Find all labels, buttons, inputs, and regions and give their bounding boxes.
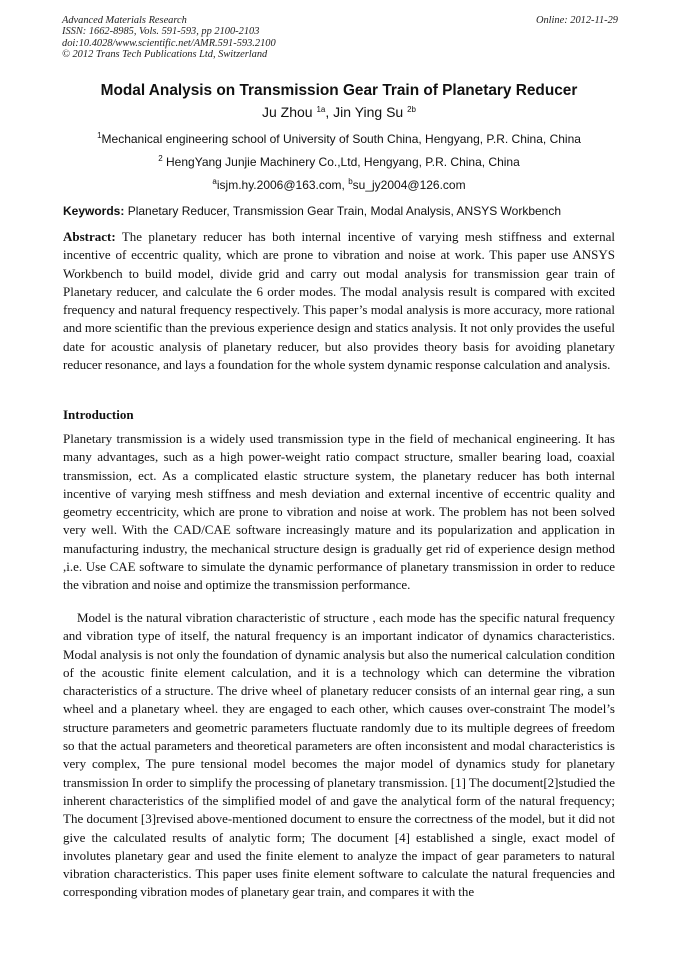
email-a-sup: a [212, 177, 217, 186]
author-1: Ju Zhou [261, 104, 313, 120]
abstract [63, 228, 615, 374]
journal-name: Advanced Materials Research [62, 15, 187, 26]
issn-line: ISSN: 1662-8985, Vols. 591-593, pp 2100-2103 [62, 26, 260, 38]
doi-line: doi:10.4028/www.scientific.net/AMR.591-593.2100 [62, 37, 276, 49]
affiliation-2-text: HengYang Junjie Machinery Co.,Ltd, Hengyang, P.R. China, China [166, 155, 520, 169]
online-date: Online: 2012-11-29 [535, 15, 618, 26]
affiliation-1-text: Mechanical engineering school of University of South China, Hengyang, P.R. China, China [101, 132, 581, 146]
author-line [40, 103, 638, 122]
journal-header [62, 15, 618, 60]
author-1-sup: 1a [316, 105, 326, 114]
keywords-label: Keywords: [63, 204, 125, 218]
abstract-label: Abstract: [63, 229, 116, 244]
affiliation-2 [40, 155, 638, 170]
affiliation-2-sup: 2 [158, 154, 163, 163]
author-separator: , [325, 104, 330, 120]
email-b-sup: b [348, 177, 353, 186]
intro-paragraph-1: Planetary transmission is a widely used transmission type in the field of mechanical engineering. It has many advantages, such as a high power-weight ratio compact structure, smaller bearing load, coaxial transmission, ect. As a complicated elastic structure system, the planetary reducer has both internal incentive of varying mesh stiffness and mesh deviation and external incentive of eccentric quality and geometry eccentricity, which are prone to vibration and noise at work. The problem has not been solved very well. With the CAD/CAE software increasingly mature and its popularization and application in manufacturing industry, the mechanical structure design is gradually get rid of experience design method ,i.e. Use CAE software to simulate the dynamic performance of planetary transmission in order to reduce the vibration and noise and optimize the transmission performance. [63, 431, 615, 593]
abstract-text: The planetary reducer has both internal incentive of varying mesh stiffness and external incentive of eccentric quality, which are prone to vibration and noise at work. This paper use ANSYS Workbench to build model, divide grid and carry out modal analysis for transmission gear train of Planetary reducer, and calculate the 6 order modes. The modal analysis result is compared with excited frequency and natural frequency respectively. This paper’s modal analysis is more accuracy, more rational and more scientific than the previous experience design and statics analysis. It not only provides the useful date for acoustic analysis of planetary reducer, but also provides theory basis for avoiding planetary reducer resonance, and lays a foundation for the whole system dynamic response calculation and analysis. [63, 229, 615, 373]
keywords-text: Planetary Reducer, Transmission Gear Train, Modal Analysis, ANSYS Workbench [127, 204, 562, 218]
email-line [40, 178, 638, 193]
affiliation-1-sup: 1 [97, 131, 102, 140]
author-2-sup: 2b [407, 105, 417, 114]
introduction-heading: Introduction [63, 407, 134, 422]
email-b: su_jy2004@126.com [352, 178, 466, 192]
copyright-line: © 2012 Trans Tech Publications Ltd, Switzerland [62, 48, 268, 60]
affiliation-1 [40, 132, 638, 147]
intro-paragraph-2: Model is the natural vibration characteristic of structure , each mode has the specific natural frequency and vibration type of itself, the natural frequency is an important indicator of dynamics characteristics. Modal analysis is not only the foundation of dynamic analysis but also the numerical calculation condition of the acoustic finite element calculation, and it is a technology which can determine the vibration characteristics of a structure. The drive wheel of planetary reducer consists of an internal gear ring, a sun wheel and a planetary wheel. they are engaged to each other, which causes over-constraint The model’s structure parameters and geometric parameters fluctuate randomly due to its multiple degrees of freedom so that the actual parameters and theoretical parameters are often inconsistent and modal characteristics is very complex, The pure tensional model becomes the major model of dynamics study for planetary transmission In order to simplify the processing of planetary transmission. [1] The document[2]studied the inherent characteristics of the simplified model of and gave the analytical form of the natural frequency; The document [3]revised above-mentioned document to ensure the correctness of the model, but it did not give the calculated results of analytic form; The document [4] established a single, exact model of involutes planetary gear and used the finite element to analyze the impact of gear parameters to natural vibration characteristics. This paper uses finite element software to calculate the natural frequencies and corresponding vibration modes of planetary gear train, and compares it with the [63, 610, 615, 900]
email-a: isjm.hy.2006@163.com, [216, 178, 345, 192]
keywords [63, 204, 619, 219]
paper-title: Modal Analysis on Transmission Gear Train of Planetary Reducer [100, 82, 578, 99]
author-2: Jin Ying Su [333, 104, 404, 120]
